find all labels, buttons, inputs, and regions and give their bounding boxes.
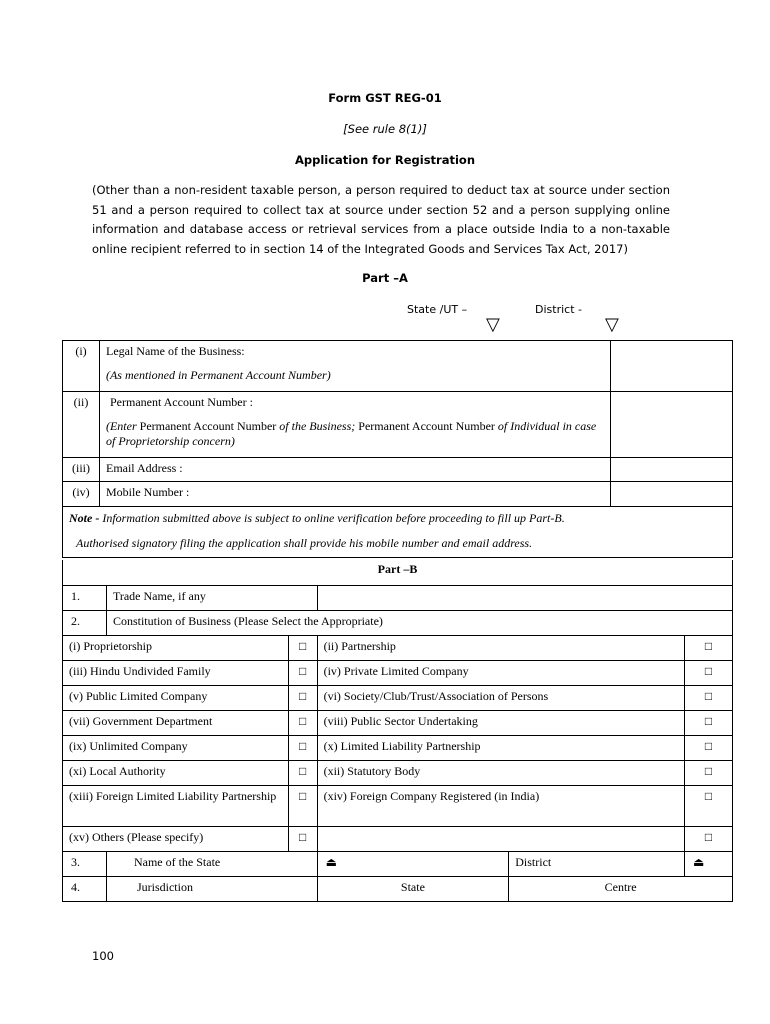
state-select[interactable]	[317, 852, 509, 877]
option-label: (xii) Statutory Body	[317, 761, 684, 786]
checkbox-icon[interactable]: □	[288, 736, 317, 761]
district-dropdown-icon[interactable]: ▽	[605, 314, 619, 335]
mobile-label: Mobile Number :	[99, 482, 610, 507]
rule-reference: [See rule 8(1)]	[343, 122, 427, 136]
note-row	[63, 507, 733, 558]
state-name-label: Name of the State	[106, 852, 317, 877]
pan-label: Permanent Account Number :	[109, 395, 253, 409]
legal-name-note: (As mentioned in Permanent Account Number)	[105, 368, 331, 382]
district-select[interactable]	[685, 852, 733, 877]
row-number: (iv)	[63, 482, 100, 507]
checkbox-icon[interactable]: □	[288, 827, 317, 852]
part-b-heading: Part –B	[377, 562, 418, 576]
checkbox-icon[interactable]: □	[288, 761, 317, 786]
legal-name-label-cell	[99, 341, 610, 392]
part-b-table	[62, 585, 733, 902]
application-title: Application for Registration	[294, 153, 476, 167]
checkbox-icon[interactable]: □	[685, 636, 733, 661]
email-row	[63, 458, 733, 482]
verification-note: Note - Information submitted above is subject to online verification before proceeding to fill up Part-B. Authorised signatory filing the application shall provide his mobile number and email address.	[63, 507, 733, 558]
constitution-option-row	[63, 736, 733, 761]
eject-select-icon[interactable]: ⏏	[693, 855, 705, 869]
part-a-table	[62, 340, 733, 558]
row-number: (ii)	[63, 392, 100, 458]
email-label: Email Address :	[99, 458, 610, 482]
option-label: (xv) Others (Please specify)	[63, 827, 289, 852]
row-number: (iii)	[63, 458, 100, 482]
trade-name-row	[63, 586, 733, 611]
option-label: (i) Proprietorship	[63, 636, 289, 661]
pan-input[interactable]	[611, 392, 733, 458]
checkbox-icon[interactable]: □	[685, 686, 733, 711]
option-label: (xiv) Foreign Company Registered (in India)	[317, 786, 684, 827]
checkbox-icon[interactable]: □	[685, 661, 733, 686]
checkbox-icon[interactable]: □	[288, 711, 317, 736]
option-label: (x) Limited Liability Partnership	[317, 736, 684, 761]
checkbox-icon[interactable]: □	[685, 711, 733, 736]
state-dropdown-icon[interactable]: ▽	[486, 314, 500, 335]
jurisdiction-label: Jurisdiction	[106, 877, 317, 902]
checkbox-icon[interactable]: □	[685, 761, 733, 786]
checkbox-icon[interactable]: □	[685, 736, 733, 761]
constitution-label: Constitution of Business (Please Select the Appropriate)	[106, 611, 732, 636]
checkbox-icon[interactable]: □	[288, 786, 317, 827]
option-label: (viii) Public Sector Undertaking	[317, 711, 684, 736]
row-number: 1.	[63, 586, 107, 611]
option-label: (xiii) Foreign Limited Liability Partnership	[63, 786, 289, 827]
checkbox-icon[interactable]: □	[685, 786, 733, 827]
constitution-option-row	[63, 827, 733, 852]
constitution-option-row	[63, 711, 733, 736]
legal-name-input[interactable]	[611, 341, 733, 392]
constitution-option-row	[63, 661, 733, 686]
option-label: (iv) Private Limited Company	[317, 661, 684, 686]
checkbox-icon[interactable]: □	[288, 661, 317, 686]
pan-row	[63, 392, 733, 458]
intro-paragraph: (Other than a non-resident taxable person, a person required to deduct tax at source under section 51 and a person required to collect tax at source under section 52 and a person supplying online information and database access or retrieval services from a place outside India to a non-taxable online recipient referred to in section 14 of the Integrated Goods and Services Tax Act, 2017)	[92, 183, 670, 256]
constitution-option-row	[63, 686, 733, 711]
constitution-option-row	[63, 636, 733, 661]
mobile-input[interactable]	[611, 482, 733, 507]
option-label: (vii) Government Department	[63, 711, 289, 736]
row-number: 2.	[63, 611, 107, 636]
option-label: (vi) Society/Club/Trust/Association of Persons	[317, 686, 684, 711]
trade-name-input[interactable]	[317, 586, 732, 611]
email-input[interactable]	[611, 458, 733, 482]
checkbox-icon[interactable]: □	[685, 827, 733, 852]
option-label: (iii) Hindu Undivided Family	[63, 661, 289, 686]
state-row	[63, 852, 733, 877]
jurisdiction-centre: Centre	[509, 877, 733, 902]
part-a-heading: Part –A	[362, 271, 408, 285]
eject-select-icon[interactable]: ⏏	[325, 855, 337, 869]
part-b-heading-cell	[62, 560, 733, 586]
option-label: (xi) Local Authority	[63, 761, 289, 786]
checkbox-icon[interactable]: □	[288, 636, 317, 661]
jurisdiction-row	[63, 877, 733, 902]
others-specify-input[interactable]	[317, 827, 684, 852]
form-title: Form GST REG-01	[328, 91, 442, 105]
jurisdiction-state: State	[317, 877, 509, 902]
constitution-option-row	[63, 761, 733, 786]
constitution-row	[63, 611, 733, 636]
legal-name-label: Legal Name of the Business:	[105, 344, 245, 358]
option-label: (ix) Unlimited Company	[63, 736, 289, 761]
row-number: (i)	[63, 341, 100, 392]
district-label: District -	[535, 303, 582, 316]
trade-name-label: Trade Name, if any	[106, 586, 317, 611]
row-number: 3.	[63, 852, 107, 877]
option-label: (v) Public Limited Company	[63, 686, 289, 711]
row-number: 4.	[63, 877, 107, 902]
district-name-label: District	[509, 852, 685, 877]
legal-name-row	[63, 341, 733, 392]
page-number: 100	[92, 949, 114, 963]
pan-label-cell	[99, 392, 610, 458]
pan-note: (Enter Permanent Account Number of the Business; Permanent Account Number of Individual in case of Proprietorship concern)	[105, 419, 597, 448]
state-ut-label: State /UT –	[407, 303, 468, 316]
mobile-row	[63, 482, 733, 507]
constitution-option-row	[63, 786, 733, 827]
checkbox-icon[interactable]: □	[288, 686, 317, 711]
option-label: (ii) Partnership	[317, 636, 684, 661]
